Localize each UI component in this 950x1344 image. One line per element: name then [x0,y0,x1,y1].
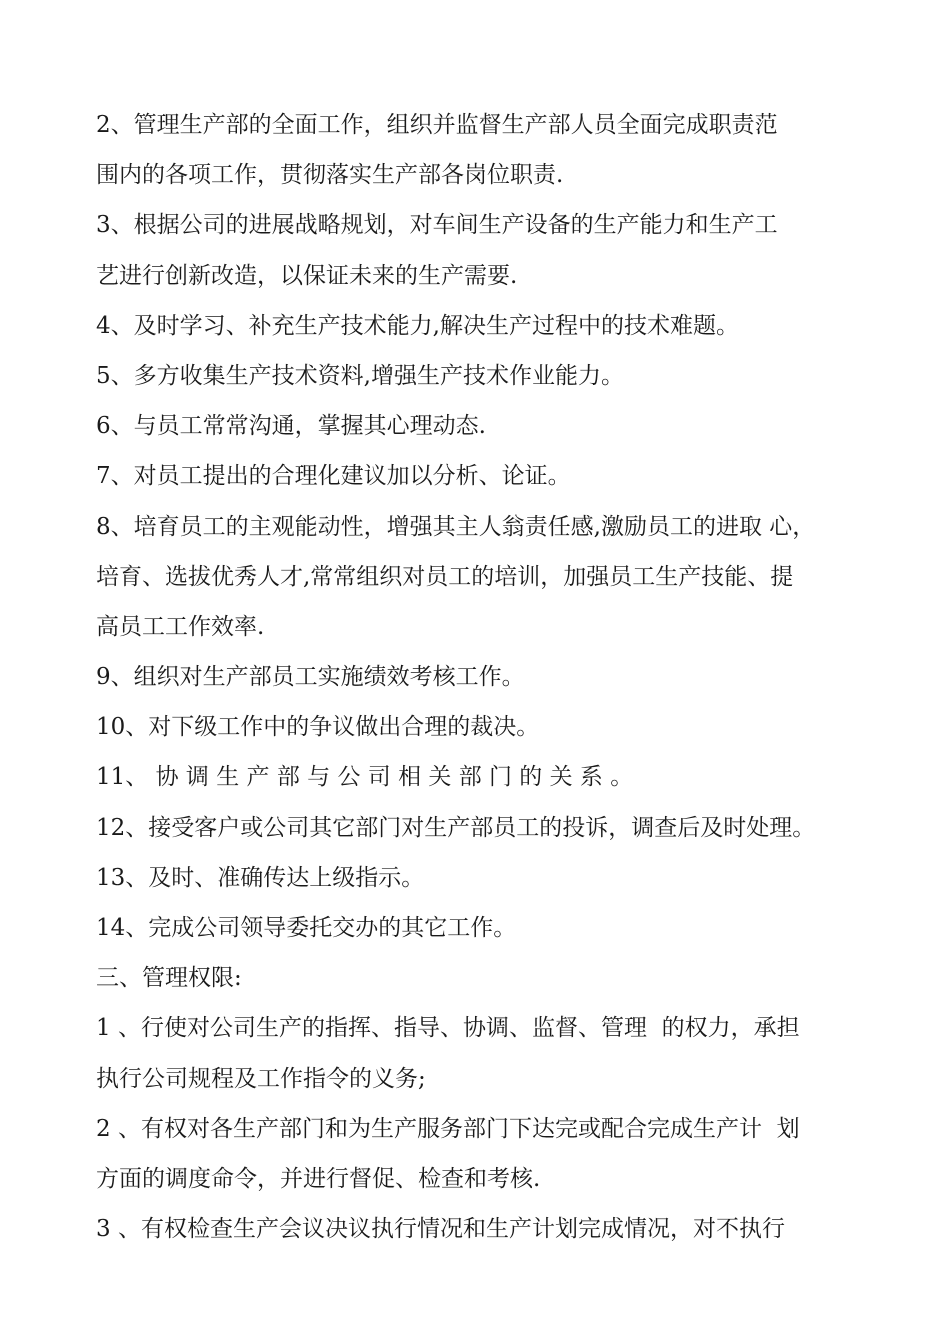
text-line: 9、组织对生产部员工实施绩效考核工作。 [96,664,525,691]
document-body [96,104,896,1258]
text-line: 3、根据公司的进展战略规划，对车间生产设备的生产能力和生产工 [96,212,778,239]
text-line: 执行公司规程及工作指令的义务; [96,1065,426,1092]
text-line: 1 、行使对公司生产的指挥、指导、协调、监督、管理 的权力，承担 [96,1015,800,1042]
text-line: 3 、有权检查生产会议决议执行情况和生产计划完成情况，对不执行 [96,1216,785,1243]
text-line: 12、接受客户或公司其它部门对生产部员工的投诉，调查后及时处理。 [96,814,816,841]
text-line: 2、管理生产部的全面工作，组织并监督生产部人员全面完成职责范 [96,112,778,138]
text-line: 5、多方收集生产技术资料,增强生产技术作业能力。 [96,362,624,389]
text-line: 培育、选拔优秀人才,常常组织对员工的培训，加强员工生产技能、提 [96,563,794,590]
text-line: 7、对员工提出的合理化建议加以分析、论证。 [96,463,571,490]
text-line: 11、 协 调 生 产 部 与 公 司 相 关 部 门 的 关 系 。 [96,764,634,791]
text-line: 8、培育员工的主观能动性，增强其主人翁责任感,激励员工的进取 心， [96,513,816,540]
text-line: 艺进行创新改造，以保证未来的生产需要. [96,262,518,289]
text-line: 围内的各项工作，贯彻落实生产部各岗位职责. [96,162,564,189]
text-line: 13、及时、准确传达上级指示。 [96,864,425,891]
text-line: 6、与员工常常沟通，掌握其心理动态. [96,413,486,440]
text-line: 14、完成公司领导委托交办的其它工作。 [96,915,517,941]
text-line: 方面的调度命令，并进行督促、检查和考核. [96,1165,541,1192]
text-line: 4、及时学习、补充生产技术能力,解决生产过程中的技术难题。 [96,312,739,339]
text-line: 2 、有权对各生产部门和为生产服务部门下达完或配合完成生产计 划 [96,1115,800,1142]
section-heading: 三、管理权限: [96,965,242,992]
text-line: 高员工工作效率. [96,613,265,640]
text-line: 10、对下级工作中的争议做出合理的裁决。 [96,714,540,741]
